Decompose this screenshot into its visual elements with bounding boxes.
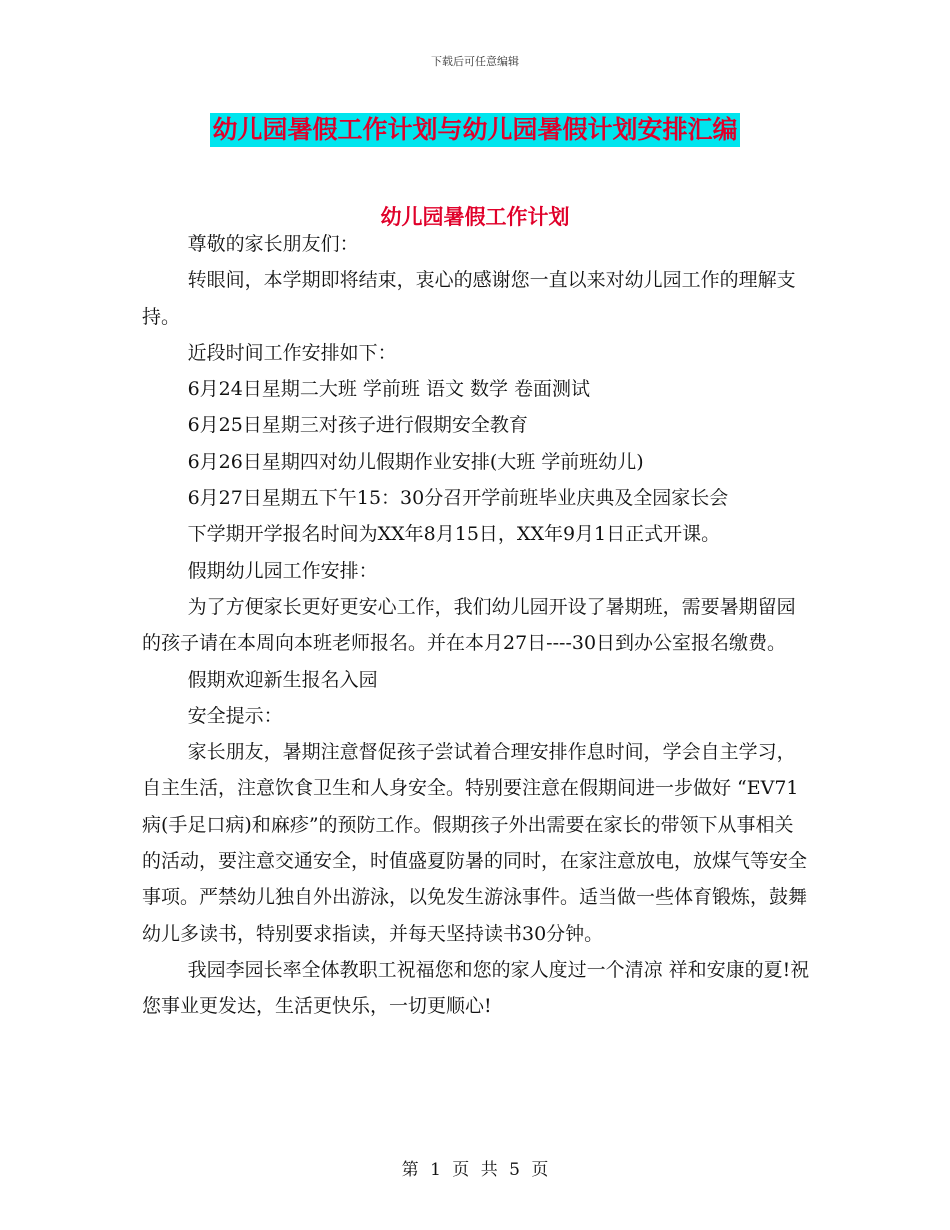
main-title-container	[0, 113, 950, 147]
paragraph-summer-class: 为了方便家长更好更安心工作，我们幼儿园开设了暑期班，需要暑期留园的孩子请在本周向本班老师报名。并在本月27日----30日到办公室报名缴费。	[142, 595, 796, 655]
paragraph-schedule-item: 6月25日星期三对孩子进行假期安全教育	[187, 414, 528, 437]
paragraph-schedule-heading: 近段时间工作安排如下：	[187, 341, 397, 364]
paragraph-new-students: 假期欢迎新生报名入园	[187, 668, 378, 691]
paragraph-closing: 我园李园长率全体教职工祝福您和您的家人度过一个清凉 祥和安康的夏!祝您事业更发达，生活更快乐，一切更顺心!	[142, 958, 810, 1018]
section-title: 幼儿园暑假工作计划	[380, 204, 570, 229]
main-title: 幼儿园暑假工作计划与幼儿园暑假计划安排汇编	[210, 113, 739, 147]
paragraph-schedule-item: 6月27日星期五下午15：30分召开学前班毕业庆典及全园家长会	[187, 487, 729, 510]
paragraph-schedule-item: 6月26日星期四对幼儿假期作业安排(大班 学前班幼儿)	[187, 450, 644, 473]
paragraph-holiday-heading: 假期幼儿园工作安排：	[187, 559, 378, 582]
paragraph-thanks: 转眼间，本学期即将结束，衷心的感谢您一直以来对幼儿园工作的理解支持。	[142, 269, 796, 328]
header-note: 下载后可任意编辑	[431, 55, 519, 68]
page-footer: 第 1 页 共 5 页	[401, 1160, 549, 1180]
document-body	[142, 226, 812, 1025]
paragraph-greeting: 尊敬的家长朋友们：	[187, 233, 359, 255]
paragraph-safety-heading: 安全提示：	[187, 704, 283, 727]
paragraph-registration: 下学期开学报名时间为XX年8月15日，XX年9月1日正式开课。	[187, 523, 721, 546]
paragraph-schedule-item: 6月24日星期二大班 学前班 语文 数学 卷面测试	[187, 378, 591, 401]
paragraph-safety-tips: 家长朋友，暑期注意督促孩子尝试着合理安排作息时间，学会自主学习，自主生活，注意饮食卫生和人身安全。特别要注意在假期间进一步做好 “EV71病(手足口病)和麻疹”的预防工作。假期孩子外出需要在家长的带领下从事相关的活动，要注意交通安全，时值盛夏防暑的同时，在家注意放电，放煤气等安全事项。严禁幼儿独自外出游泳，以免发生游泳事件。适当做一些体育锻炼，鼓舞幼儿多读书，特别要求指读，并每天坚持读书30分钟。	[142, 741, 808, 945]
